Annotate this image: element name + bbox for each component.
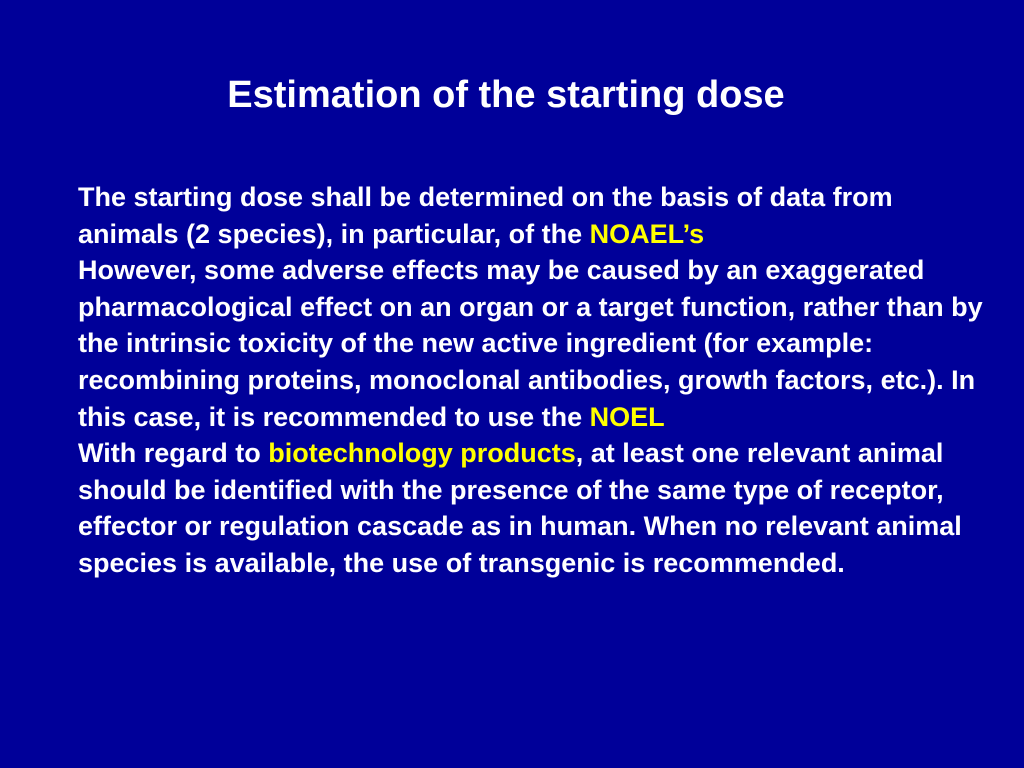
paragraph-text-after: , at least one relevant animal should be identified with the presence of the same type of receptor, effector or regulation cascade as in human. When no relevant animal species is available, the use of transgenic is recommended. — [78, 438, 962, 578]
slide-body — [78, 179, 998, 582]
paragraph-text: However, some adverse effects may be caused by an exaggerated pharmacological effect on an organ or a target function, rather than by the intrinsic toxicity of the new active ingredient (for example: recombining proteins, monoclonal antibodies, growth factors, etc.). In this case, it is recommended to use the — [78, 255, 983, 432]
highlight-noaels: NOAEL’s — [589, 218, 705, 249]
slide-title: Estimation of the starting dose — [227, 74, 785, 116]
highlight-noel: NOEL — [589, 401, 665, 432]
paragraph-biotechnology — [78, 435, 998, 581]
paragraph-text: With regard to — [78, 438, 269, 469]
paragraph-adverse-effects — [78, 252, 998, 435]
paragraph-text: The starting dose shall be determined on the basis of data from animals (2 species), in particular, of the — [78, 182, 893, 249]
highlight-biotechnology-products: biotechnology products — [268, 438, 576, 469]
paragraph-starting-dose — [78, 179, 998, 252]
